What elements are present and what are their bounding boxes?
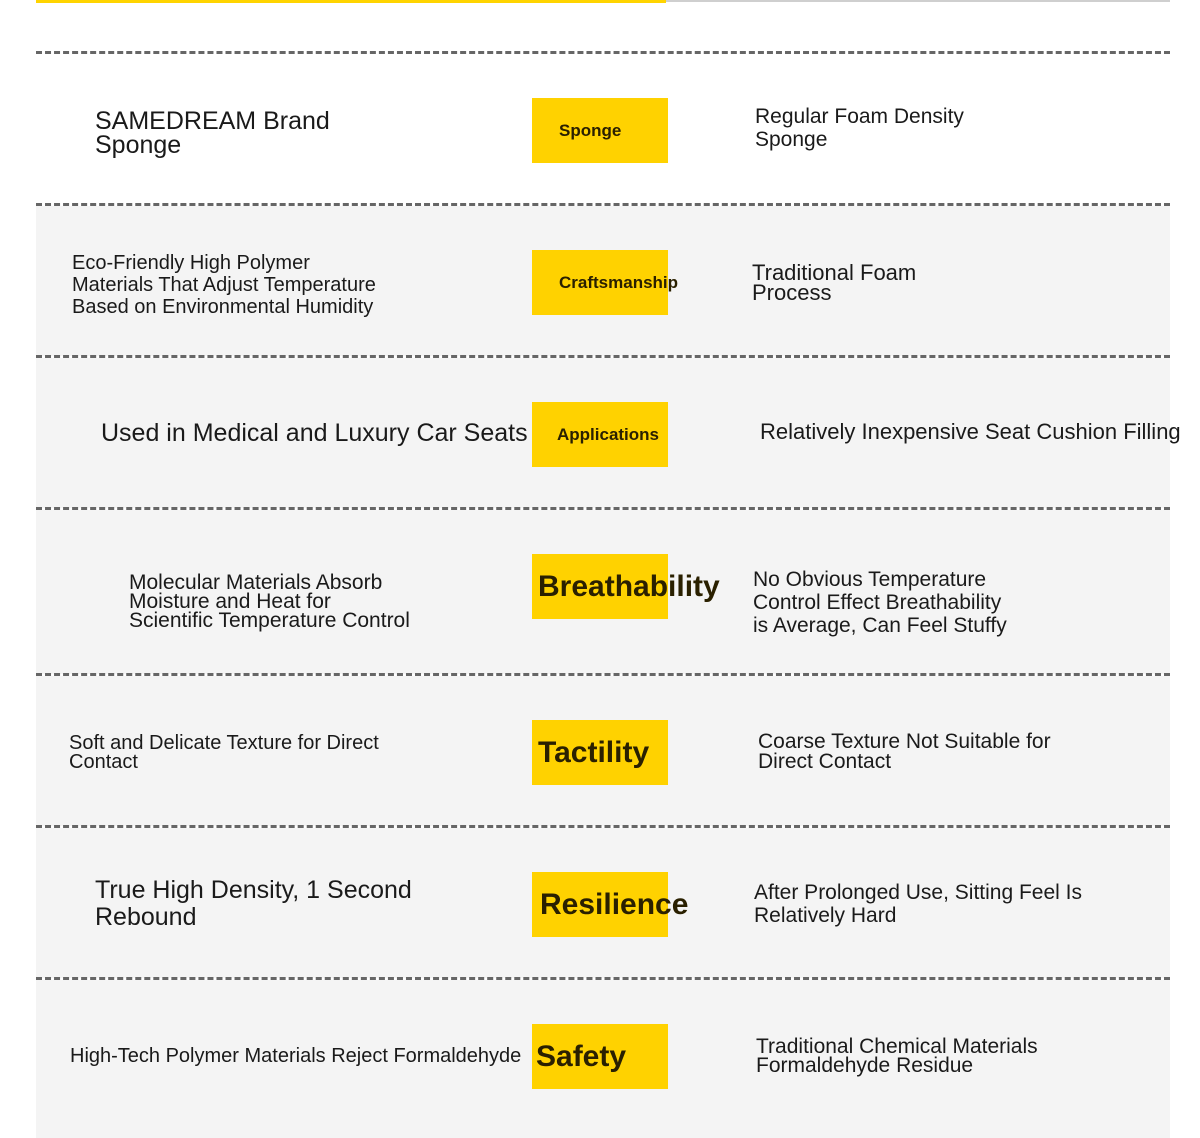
row-divider [36, 507, 1170, 510]
regular-text-tactility: Coarse Texture Not Suitable for Direct Contact [758, 730, 1051, 773]
row-divider [36, 977, 1170, 980]
samedream-text-tactility: Soft and Delicate Texture for Direct Contact [69, 732, 379, 773]
samedream-text-applications: Used in Medical and Luxury Car Seats [101, 419, 528, 447]
samedream-text-craftsmanship: Eco-Friendly High Polymer Materials That Adjust Temperature Based on Environmental Humidity [72, 252, 376, 318]
row-divider [36, 825, 1170, 828]
regular-text-applications: Relatively Inexpensive Seat Cushion Filling [760, 419, 1181, 444]
regular-text-sponge: Regular Foam Density Sponge [755, 105, 964, 151]
regular-text-craftsmanship: Traditional Foam Process [752, 260, 917, 305]
regular-text-resilience: After Prolonged Use, Sitting Feel Is Relatively Hard [754, 881, 1082, 927]
samedream-text-safety: High-Tech Polymer Materials Reject Formaldehyde [70, 1045, 522, 1067]
category-label-safety: Safety [532, 1024, 668, 1089]
category-label-breathability: Breathability [532, 554, 668, 619]
regular-text-safety: Traditional Chemical Materials Formaldehyde Residue [756, 1035, 1038, 1077]
category-label-resilience: Resilience [532, 872, 668, 937]
category-label-applications: Applications [532, 402, 668, 467]
regular-text-breathability: No Obvious Temperature Control Effect Breathability is Average, Can Feel Stuffy [753, 568, 1007, 637]
row-divider [36, 673, 1170, 676]
samedream-text-resilience: True High Density, 1 Second Rebound [95, 876, 412, 931]
samedream-text-sponge: SAMEDREAM Brand Sponge [95, 107, 330, 159]
row-divider [36, 355, 1170, 358]
top-accent-rule [36, 0, 666, 3]
row-divider [36, 203, 1170, 206]
category-label-sponge: Sponge [532, 98, 668, 163]
category-label-tactility: Tactility [532, 720, 668, 785]
category-label-craftsmanship: Craftsmanship [532, 250, 668, 315]
row-divider [36, 51, 1170, 54]
samedream-text-breathability: Molecular Materials Absorb Moisture and Heat for Scientific Temperature Control [129, 571, 410, 632]
